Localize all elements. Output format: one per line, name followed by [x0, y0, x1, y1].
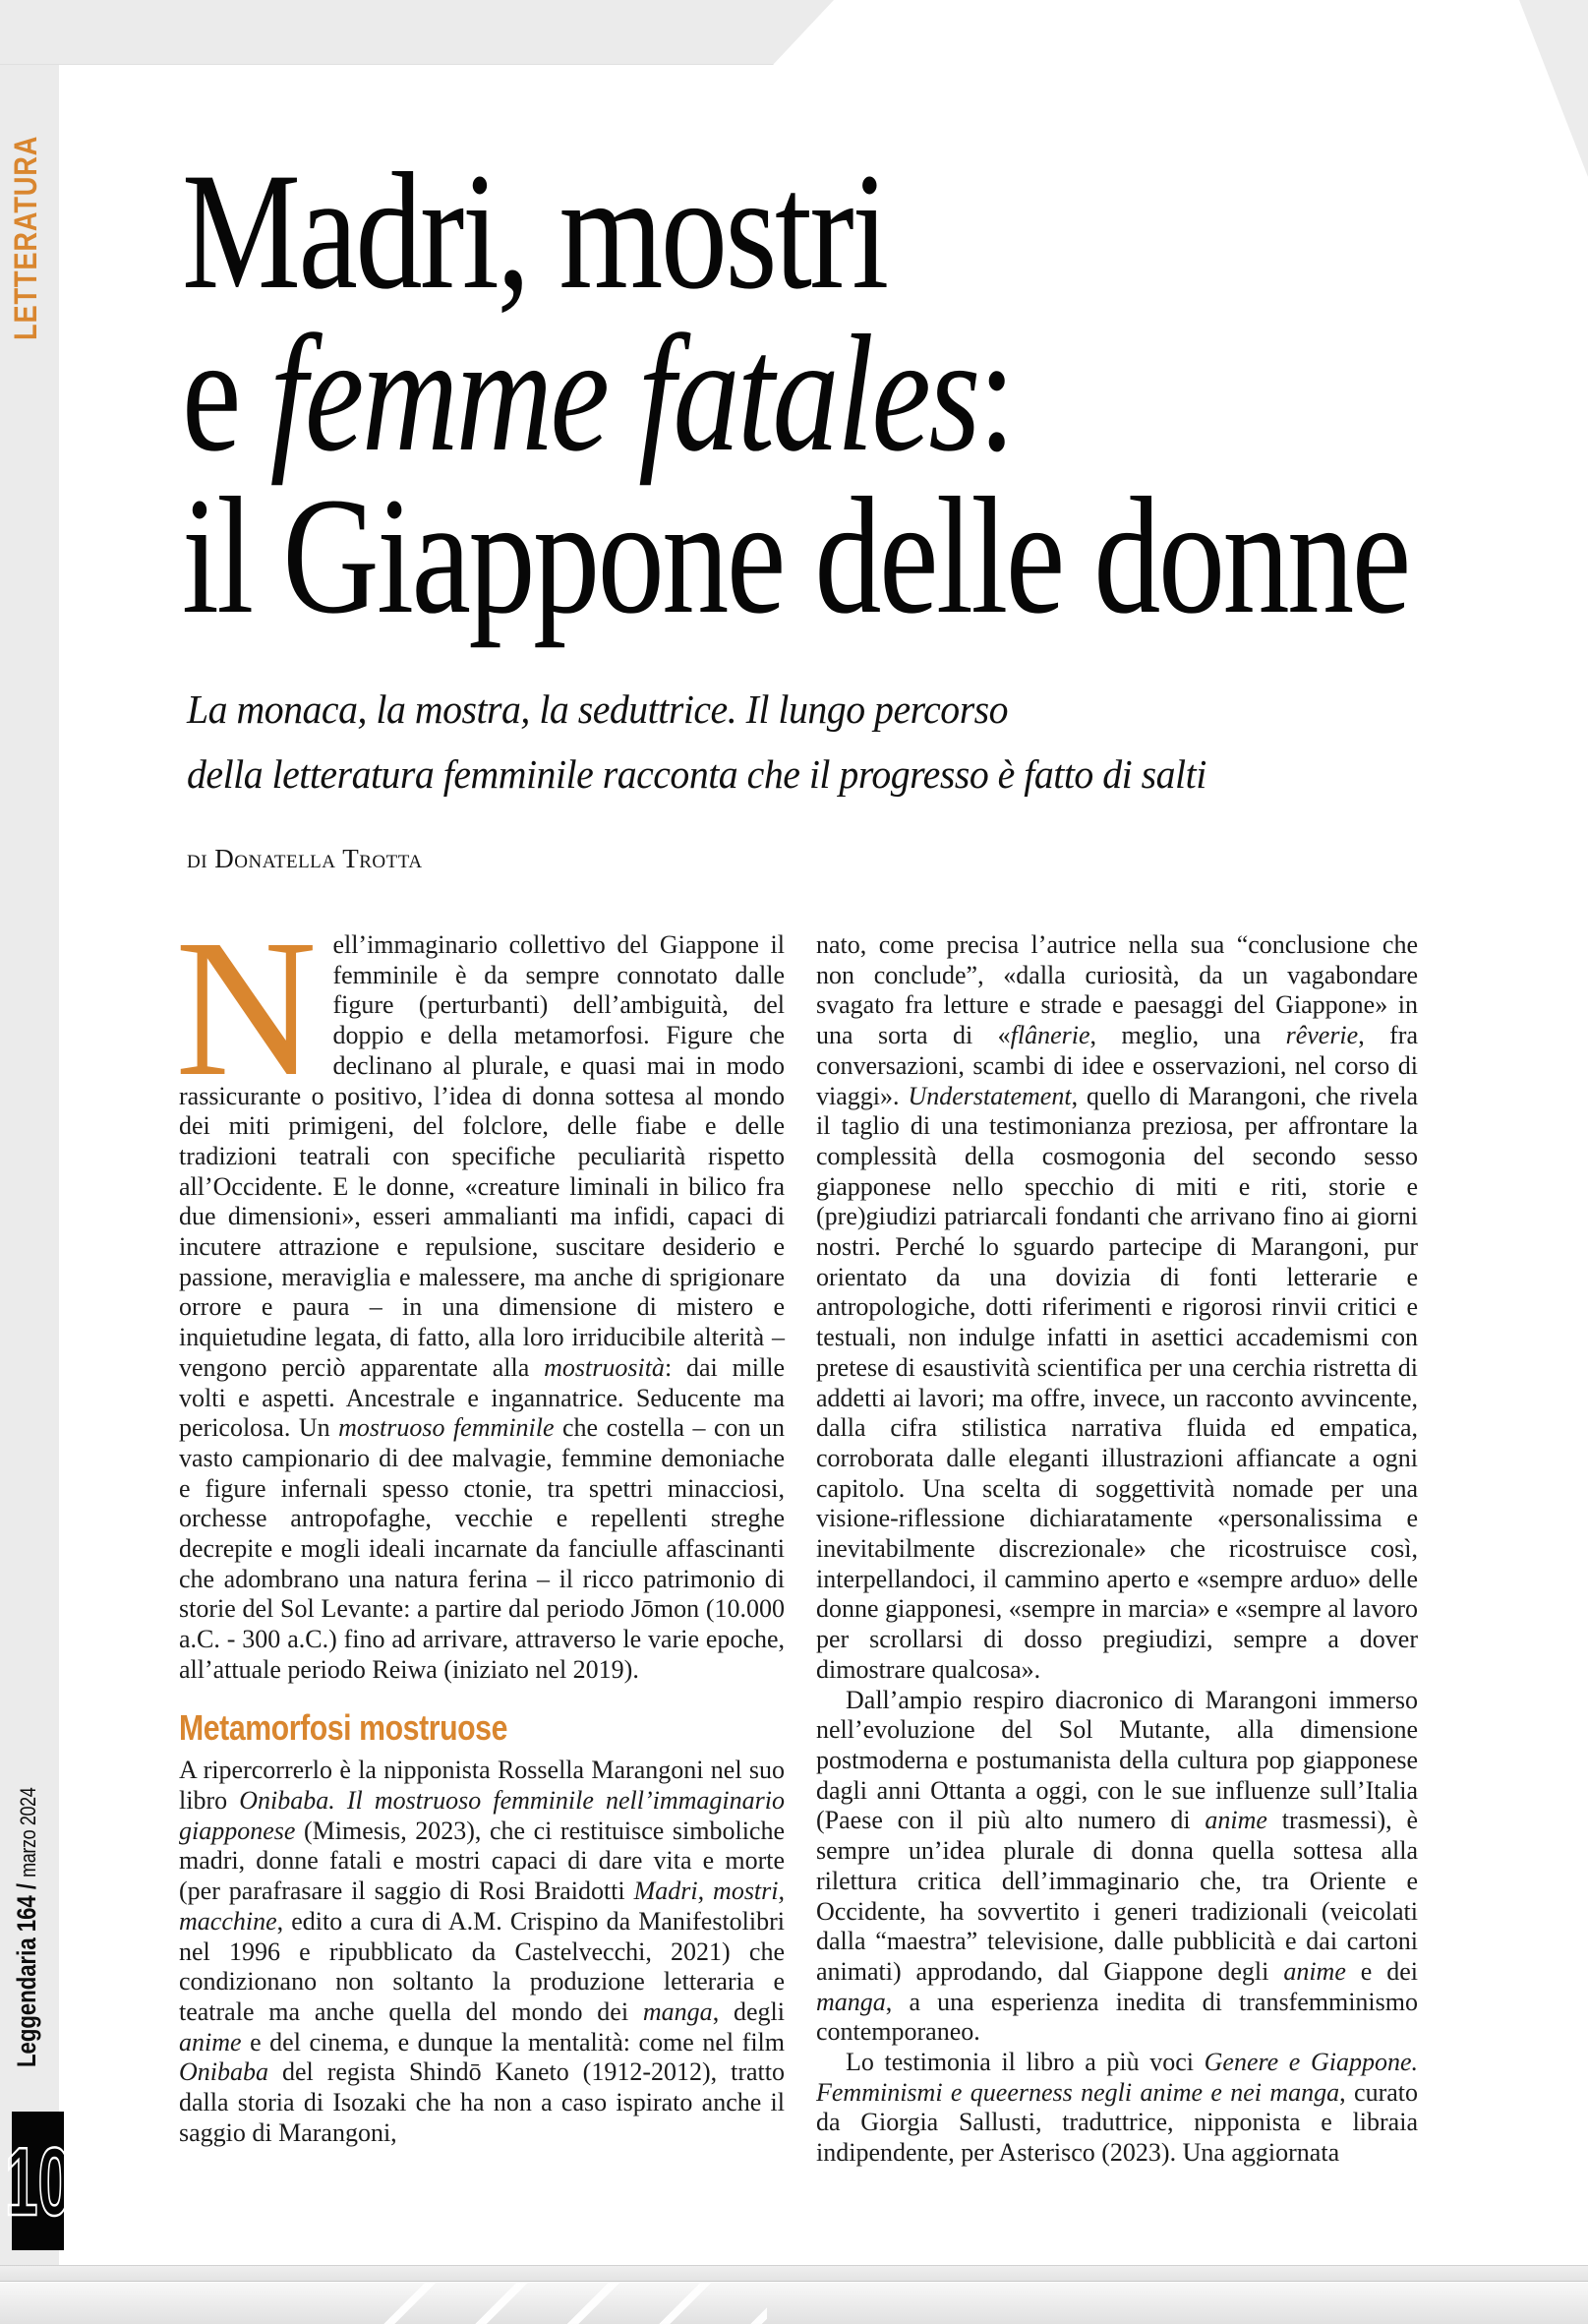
- section-label: LETTERATURA: [8, 135, 43, 340]
- body-column-right: [816, 930, 1418, 2169]
- paragraph: Lo testimonia il libro a più voci Genere e Giappone. Femminismi e queerness negli anime e nei manga, curato da Giorgia Sallusti, traduttrice, nipponista e libraia indipendente, per Asterisco (2023). Una aggiornata: [816, 2048, 1418, 2168]
- page-number: 10: [4, 2126, 72, 2235]
- bottom-diagonal-stripes: [344, 2283, 767, 2324]
- issue-label: [12, 1788, 42, 2067]
- title-line-1: Madri, mostri: [182, 139, 887, 324]
- paragraph: A ripercorrerlo è la nipponista Rossella Marangoni nel suo libro Onibaba. Il mostruoso femminile nell’immaginario giapponese (Mimesis, 2023), che ci restituisce simboliche madri, donne fatali e mostri capaci di dare vita e morte (per parafrasare il saggio di Rosi Braidotti Madri, mostri, macchine, edito a cura di A.M. Crispino da Manifestolibri nel 1996 e ripubblicato da Castelvecchi, 2021) che condizionano non soltanto la produzione letteraria e teatrale ma anche quella del mondo dei manga, degli anime e del cinema, e dunque la mentalità: come nel film Onibaba del regista Shindō Kaneto (1912-2012), tratto dalla storia di Isozaki che ha non a caso ispirato anche il saggio di Marangoni,: [179, 1756, 785, 2147]
- bottom-ridge-band: [0, 2265, 1588, 2282]
- body-column-left: [175, 900, 785, 2149]
- page-number-box: [4, 2112, 72, 2250]
- top-gray-band: [0, 0, 834, 65]
- byline: di Donatella Trotta: [187, 844, 423, 873]
- paragraph: ell’immaginario collettivo del Giappone il femminile è da sempre connotato dalle figure (perturbanti) dell’ambiguità, del doppio e della metamorfosi. Figure che declinano al plurale, e quasi mai in modo rassicurante o positivo, l’idea di donna sottesa al mondo dei miti primigeni, del folclore, delle fiabe e delle tradizioni teatrali con specifiche peculiarità rispetto all’Occidente. E le donne, «creature liminali in bilico fra due dimensioni», esseri ammalianti ma infidi, capaci di incutere attrazione e repulsione, suscitare desiderio e passione, meraviglia e malessere, ma anche di sprigionare orrore e paura – in una dimensione di mistero e inquietudine legata, di fatto, alla loro irriducibile alterità – vengono perciò apparentate alla mostruosità: dai mille volti e aspetti. Ancestrale e ingannatrice. Seducente ma pericolosa. Un mostruoso femminile che costella – con un vasto campionario di dee malvagie, femmine demoniache e figure infernali spesso ctonie, tra spettri minacciosi, orchesse antropofaghe, vecchie e repellenti streghe decrepite e mogli ideali incarnate da fanciulle affascinanti che adombrano una natura ferina – il ricco patrimonio di storie del Sol Levante: a partire dal periodo Jōmon (10.000 a.C. - 300 a.C.) fino ad arrivare, attraverso le varie epoche, all’attuale periodo Reiwa (iniziato nel 2019).: [179, 930, 785, 1684]
- paragraph: Dall’ampio respiro diacronico di Marangoni immerso nell’evoluzione del Sol Mutante, alla dimensione postmoderna e postumanista della cultura pop giapponese dagli anni Ottanta a oggi, con le sue influenze sull’Italia (Paese con il più alto numero di anime trasmessi), è sempre un’idea plurale di donna quella sottesa alla rilettura critica dell’immaginario che, tra Oriente e Occidente, ha sovvertito i generi tradizionali (veicolati dalla “maestra” televisione, dalle pubblicità e dai cartoni animati) approdando, dal Giappone degli anime e dei manga, a una esperienza inedita di transfemminismo contemporaneo.: [816, 1685, 1419, 2047]
- article-subtitle: [187, 677, 1206, 806]
- drop-cap: N: [175, 900, 318, 1117]
- top-right-corner-band: [1519, 0, 1588, 177]
- issue-name: Leggendaria 164 /: [12, 1877, 41, 2067]
- paragraph: nato, come precisa l’autrice nella sua “conclusione che non conclude”, «dalla curiosità, da un vagabondare svagato fra letture e strade e paesaggi del Giappone» in una sorta di «flânerie, meglio, una rêverie, fra conversazioni, scambi di idee e osservazioni, nel corso di viaggi». Understatement, quello di Marangoni, che rivela il taglio di una testimonianza preziosa, per affrontare la complessità della cosmogonia del secondo sesso giapponese nello specchio di miti e riti, storie e (pre)giudizi patriarcali fondanti che arrivano fino ai giorni nostri. Perché lo sguardo partecipe di Marangoni, pur orientato da una dovizia di fonti letterarie e antropologiche, dotti riferimenti e rigorosi rinvii critici e testuali, non indulge infatti in asettici accademismi con pretese di esaustività scientifica per una cerchia ristretta di addetti ai lavori; ma offre, invece, un racconto avvincente, dalla cifra stilistica narrativa fluida ed empatica, corroborata dalle eleganti illustrazioni affiancate a ogni capitolo. Una scelta di soggettività nomade per una visione-riflessione dichiaratamente «personalissima e inevitabilmente discrezionale» che ricostruisce così, interpellandoci, il cammino aperto e «sempre arduo» delle donne giapponesi, «sempre in marcia» e «sempre al lavoro per scrollarsi di dosso pregiudizi, sempre a dover dimostrare qualcosa».: [816, 930, 1418, 1684]
- bottom-gradient-band: [0, 2283, 1588, 2324]
- title-line-3: il Giappone delle donne: [182, 463, 1409, 648]
- subtitle-line-1: La monaca, la mostra, la seduttrice. Il lungo percorso: [187, 686, 1009, 732]
- section-heading: Metamorfosi mostruose: [179, 1706, 507, 1748]
- subtitle-line-2: della letteratura femminile racconta che il progresso è fatto di salti: [187, 751, 1206, 797]
- title-line-2: e femme fatales:: [182, 301, 1014, 486]
- issue-date: marzo 2024: [16, 1787, 40, 1877]
